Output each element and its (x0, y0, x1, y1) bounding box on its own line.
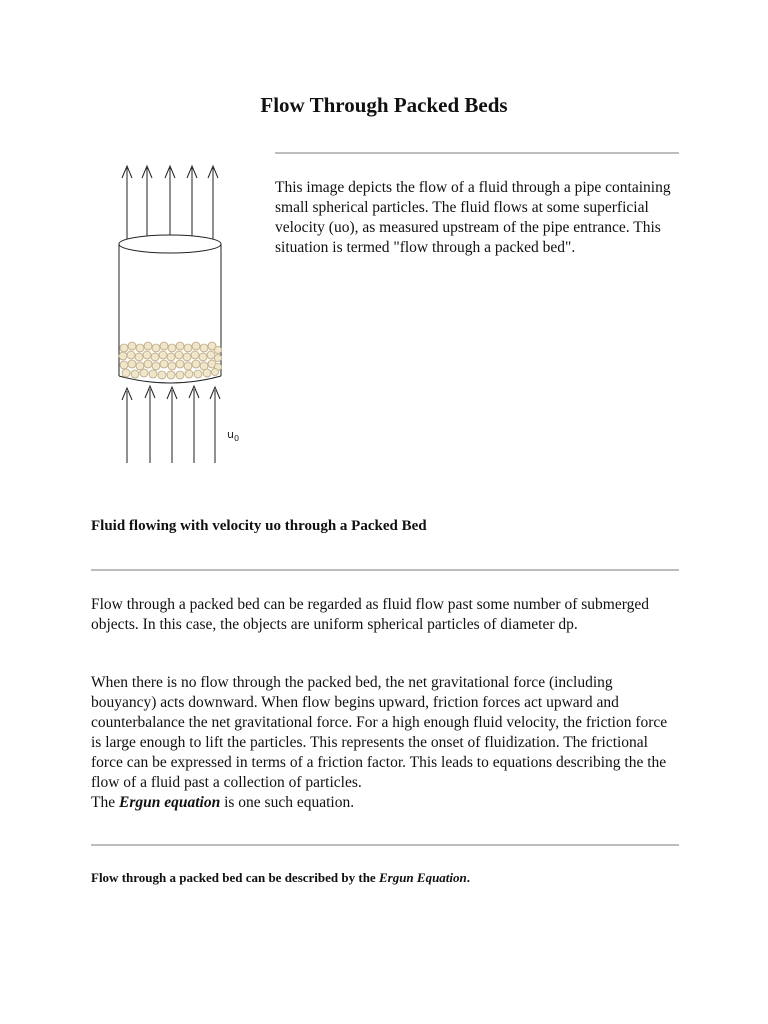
footer-text: Flow through a packed bed can be described by the (91, 870, 376, 885)
inlet-arrows (122, 386, 220, 463)
body-paragraph-2-text: When there is no flow through the packed bed, the net gravitational force (including bouyancy) acts downward. When flow begins upward, friction forces act upward and counterbalance the net gravitational force. For a high enough fluid velocity, the friction force is large enough to lift the particles. This represents the onset of fluidization. The frictional force can be expressed in terms of a friction factor. This leads to equations describing the the flow of a fluid past a collection of particles. (91, 674, 668, 791)
body-paragraph-1: Flow through a packed bed can be regarded as fluid flow past some number of submerged objects. In this case, the objects are uniform spherical particles of diameter dp. (91, 596, 649, 633)
packed-bed-figure (110, 158, 260, 468)
figure-caption: Fluid flowing with velocity uo through a Packed Bed (91, 518, 427, 534)
body-paragraph-2 (91, 673, 681, 813)
intro-paragraph: This image depicts the flow of a fluid through a pipe containing small spherical particles. The fluid flows at some superficial velocity (uo), as measured upstream of the pipe entrance. This situation is termed "flow through a packed bed". (275, 179, 671, 256)
top-divider (275, 152, 679, 154)
footer-period: . (466, 870, 471, 885)
outlet-arrows (122, 166, 218, 243)
bottom-divider (91, 844, 679, 846)
ergun-equation-term: Ergun equation (118, 794, 221, 811)
packed-particles (119, 342, 222, 379)
page-title: Flow Through Packed Beds (260, 93, 508, 117)
middle-divider (91, 569, 679, 571)
velocity-label: $u_0$ (227, 428, 240, 443)
body-paragraph-2-tail: is one such equation. (224, 794, 355, 811)
footer-ergun-term: Ergun Equation (378, 870, 467, 885)
footer-statement (91, 870, 470, 886)
body-paragraph-2-the: The (91, 794, 116, 811)
